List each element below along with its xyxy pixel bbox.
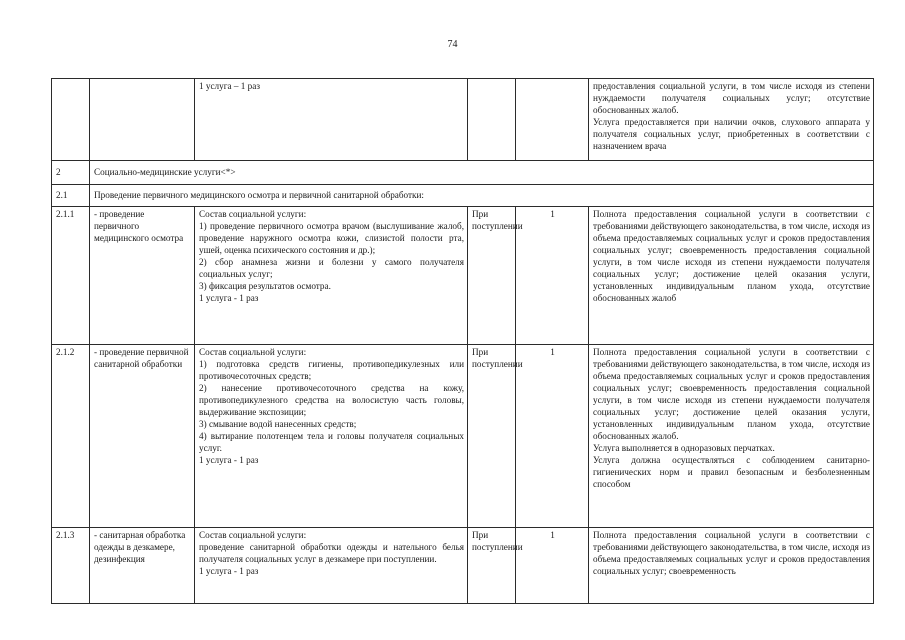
row-content: [195, 528, 468, 604]
content-line: Состав социальной услуги:: [199, 347, 307, 357]
row-number: 2.1.2: [52, 345, 90, 528]
criteria-paragraph: Полнота предоставления социальной услуги в соответствии с требованиями действующего законодательства, в том числе, исходя из объема предоставляемых социальных услуг и сроков предоставления социальных услуг; своевременность предоставления социальной услуги, в том числе исходя из степени нуждаемости получателя социальных услуг; достижение целей оказания услуги, установленных индивидуальным планом ухода, отсутствие обоснованных жалоб: [593, 209, 870, 303]
content-line: 1 услуга - 1 раз: [199, 455, 259, 465]
row-count: 1: [516, 345, 589, 528]
criteria-paragraph: Полнота предоставления социальной услуги в соответствии с требованиями действующего законодательства, в том числе, исходя из объема предоставляемых социальных услуг и сроков предоставления социальных услуг; своевременность: [593, 530, 870, 576]
row-count: 1: [516, 207, 589, 345]
row-timing: При поступлении: [468, 345, 516, 528]
section-title: Социально-медицинские услуги<*>: [90, 161, 874, 185]
criteria-paragraph: предоставления социальной услуги, в том числе исходя из степени нуждаемости получателя социальных услуг; отсутствие обоснованных жалоб.: [593, 81, 870, 115]
section-number: 2: [52, 161, 90, 185]
subsection-title: Проведение первичного медицинского осмотра и первичной санитарной обработки:: [90, 185, 874, 207]
cell-name: [90, 79, 195, 161]
content-line: Состав социальной услуги:: [199, 209, 307, 219]
row-count: 1: [516, 528, 589, 604]
row-timing: При поступлении: [468, 207, 516, 345]
row-service-name: - санитарная обработка одежды в дезкамере, дезинфекция: [90, 528, 195, 604]
row-service-name: - проведение первичного медицинского осмотра: [90, 207, 195, 345]
criteria-paragraph: Полнота предоставления социальной услуги в соответствии с требованиями действующего законодательства, в том числе, исходя из объема предоставляемых социальных услуг и сроков предоставления социальных услуг; своевременность предоставления социальной услуги, в том числе исходя из степени нуждаемости получателя социальных услуг; достижение целей оказания услуги, установленных индивидуальным планом ухода, отсутствие обоснованных жалоб.: [593, 347, 870, 441]
continuation-row: [52, 79, 874, 161]
cell-criteria: [589, 79, 874, 161]
cell-content: 1 услуга – 1 раз: [195, 79, 468, 161]
content-line: 1 услуга - 1 раз: [199, 293, 259, 303]
content-line: Состав социальной услуги:: [199, 530, 307, 540]
row-timing: При поступлении: [468, 528, 516, 604]
table-row: [52, 345, 874, 528]
row-content: [195, 207, 468, 345]
cell-num: [52, 79, 90, 161]
content-line: 1) подготовка средств гигиены, противопедикулезных или противочесоточных средств;: [199, 359, 464, 381]
criteria-paragraph: Услуга выполняется в одноразовых перчатках.: [593, 443, 775, 453]
content-line: 3) смывание водой нанесенных средств;: [199, 419, 357, 429]
row-service-name: - проведение первичной санитарной обработки: [90, 345, 195, 528]
cell-timing: [468, 79, 516, 161]
table-row: [52, 528, 874, 604]
content-line: 1) проведение первичного осмотра врачом (выслушивание жалоб, проведение наружного осмотра кожи, слизистой полости рта, ушей, оценка психического состояния и др.);: [199, 221, 464, 255]
content-line: 1 услуга - 1 раз: [199, 566, 259, 576]
cell-count: [516, 79, 589, 161]
row-criteria: [589, 528, 874, 604]
page-number: 74: [447, 39, 458, 50]
row-criteria: [589, 207, 874, 345]
subsection-number: 2.1: [52, 185, 90, 207]
content-line: проведение санитарной обработки одежды и нательного белья получателя социальных услуг в дезкамере при поступлении.: [199, 542, 464, 564]
content-line: 4) вытирание полотенцем тела и головы получателя социальных услуг.: [199, 431, 464, 453]
row-content: [195, 345, 468, 528]
criteria-paragraph: Услуга должна осуществляться с соблюдением санитарно-гигиенических норм и правил безопасным и безболезненным способом: [593, 455, 870, 489]
row-number: 2.1.3: [52, 528, 90, 604]
criteria-paragraph: Услуга предоставляется при наличии очков, слухового аппарата у получателя социальных услуг, приобретенных в соответствии с назначением врача: [593, 117, 870, 151]
subsection-row: [52, 185, 874, 207]
content-line: 3) фиксация результатов осмотра.: [199, 281, 331, 291]
table-row: [52, 207, 874, 345]
section-row: [52, 161, 874, 185]
row-number: 2.1.1: [52, 207, 90, 345]
services-table: [51, 78, 874, 604]
row-criteria: [589, 345, 874, 528]
content-line: 2) сбор анамнеза жизни и болезни у самого получателя социальных услуг;: [199, 257, 464, 279]
content-line: 2) нанесение противочесоточного средства на кожу, противопедикулезного средства на волосистую часть головы, выдерживание экспозиции;: [199, 383, 464, 417]
